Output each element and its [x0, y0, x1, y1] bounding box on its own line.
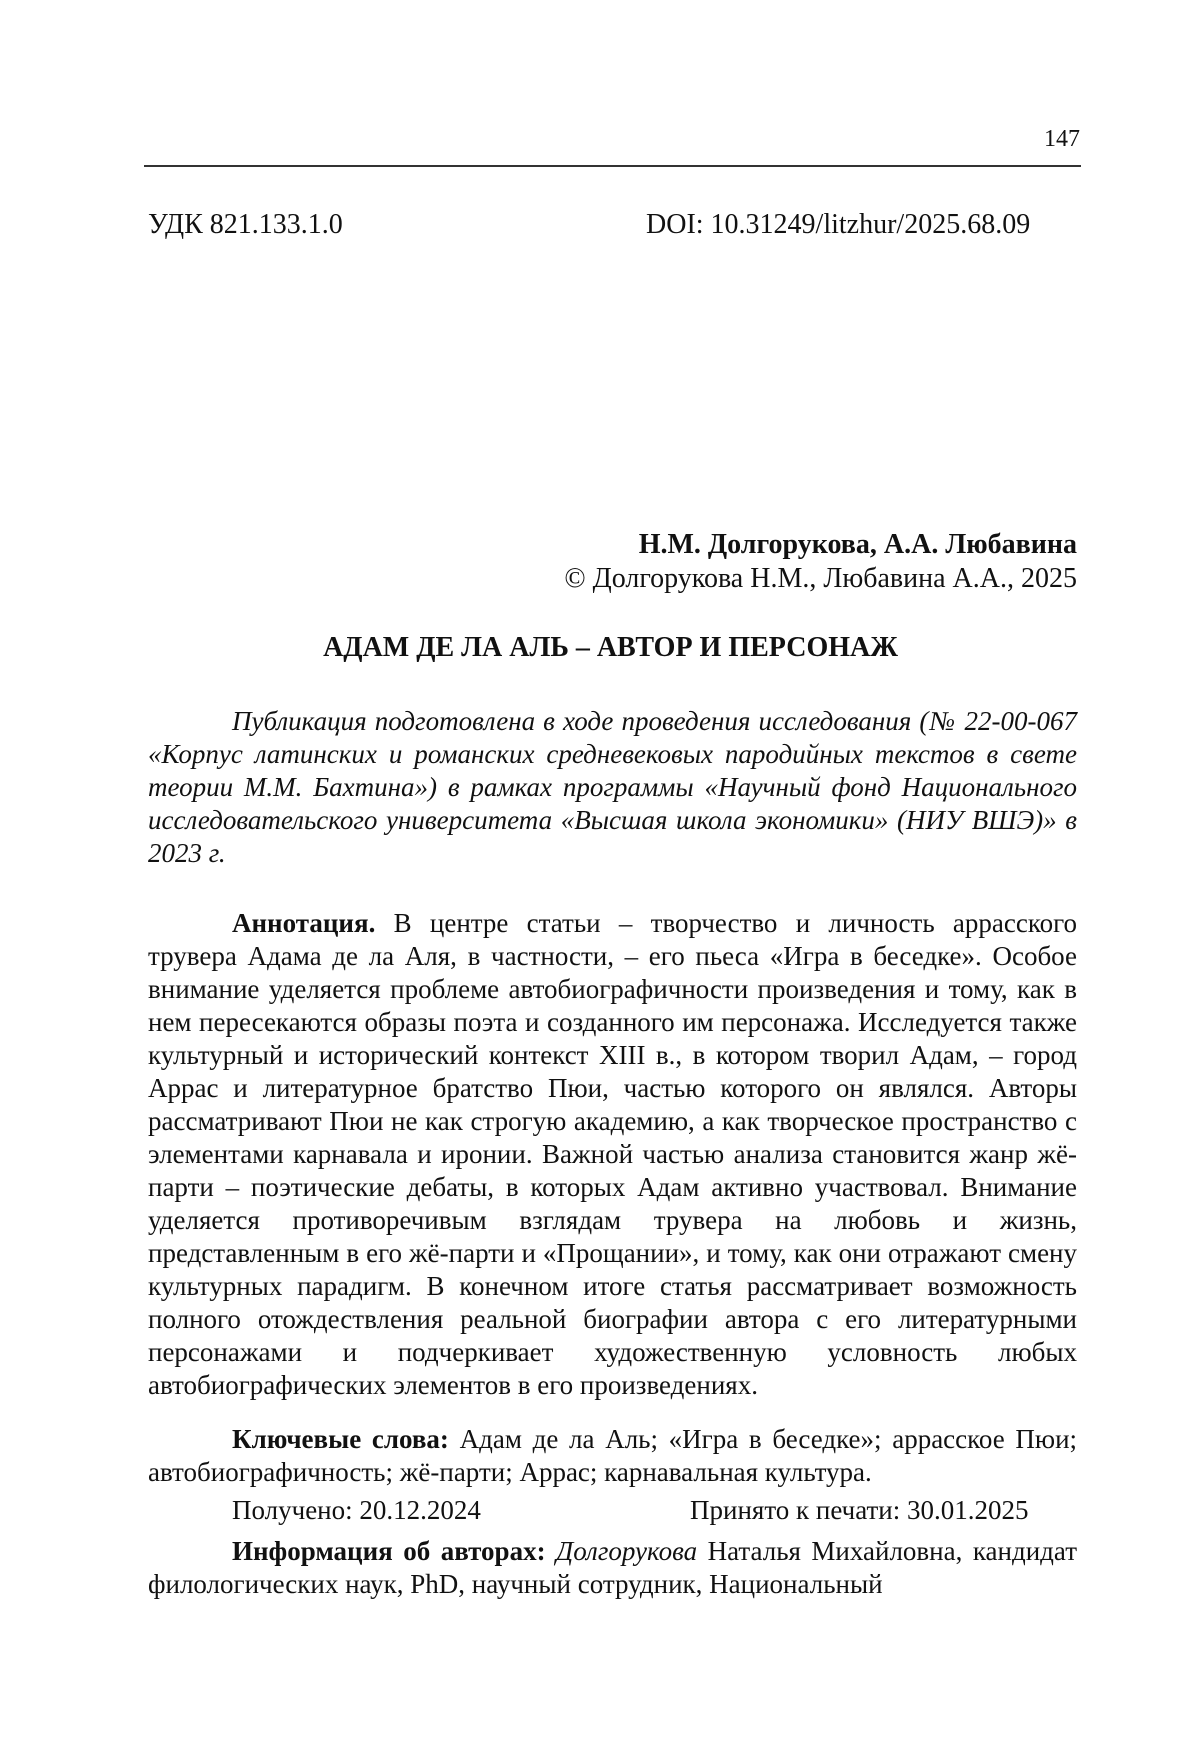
- article-title: АДАМ ДЕ ЛА АЛЬ – АВТОР И ПЕРСОНАЖ: [323, 632, 898, 663]
- udk-code: УДК 821.133.1.0: [148, 209, 343, 240]
- keywords-text: Адам де ла Аль; «Игра в беседке»; аррасское Пюи; автобиографичность; жё-парти; Аррас; карнавальная культура.: [148, 1424, 1078, 1487]
- author-info-text: Наталья Михайловна, кандидат филологических наук, PhD, научный сотрудник, Национальный: [148, 1536, 1077, 1599]
- keywords: [148, 1423, 1077, 1489]
- funding-note: Публикация подготовлена в ходе проведения исследования (№ 22-00-067 «Корпус латинских и романских средневековых пародийных текстов в свете теории М.М. Бахтина») в рамках программы «Научный фонд Национального исследовательского университета «Высшая школа экономики» (НИУ ВШЭ)» в 2023 г.: [148, 706, 1077, 868]
- page-number: 147: [1044, 126, 1080, 152]
- received-date: Получено: 20.12.2024: [232, 1495, 481, 1525]
- keywords-label: Ключевые слова:: [232, 1424, 449, 1454]
- doi: DOI: 10.31249/litzhur/2025.68.09: [646, 209, 1031, 240]
- authors-block: [144, 528, 1077, 596]
- author-info-label: Информация об авторах:: [232, 1536, 546, 1566]
- accepted-date: Принято к печати: 30.01.2025: [690, 1495, 1029, 1525]
- header-rule: [144, 165, 1081, 167]
- abstract-label: Аннотация.: [232, 908, 376, 938]
- author-info-surname: Долгорукова: [556, 1536, 698, 1566]
- abstract-text: В центре статьи – творчество и личность аррасского трувера Адама де ла Аля, в частности, – его пьеса «Игра в беседке». Особое внимание уделяется проблеме автобиографичности произведения и тому, как в нем пересекаются образы поэта и созданного им персонажа. Исследуется также культурный и исторический контекст XIII в., в котором творил Адам, – город Аррас и литературное братство Пюи, частью которого он являлся. Авторы рассматривают Пюи не как строгую академию, а как творческое пространство с элементами карнавала и иронии. Важной частью анализа становится жанр жё-парти – поэтические дебаты, в которых Адам активно участвовал. Внимание уделяется противоречивым взглядам трувера на любовь и жизнь, представленным в его жё-парти и «Прощании», и тому, как они отражают смену культурных парадигм. В конечном итоге статья рассматривает возможность полного отождествления реальной биографии автора с его литературными персонажами и подчеркивает художественную условность любых автобиографических элементов в его произведениях.: [148, 908, 1078, 1400]
- copyright-line: © Долгорукова Н.М., Любавина А.А., 2025: [564, 563, 1077, 594]
- author-info: [148, 1535, 1077, 1601]
- abstract: [148, 907, 1077, 1402]
- article-authors: Н.М. Долгорукова, А.А. Любавина: [638, 529, 1077, 560]
